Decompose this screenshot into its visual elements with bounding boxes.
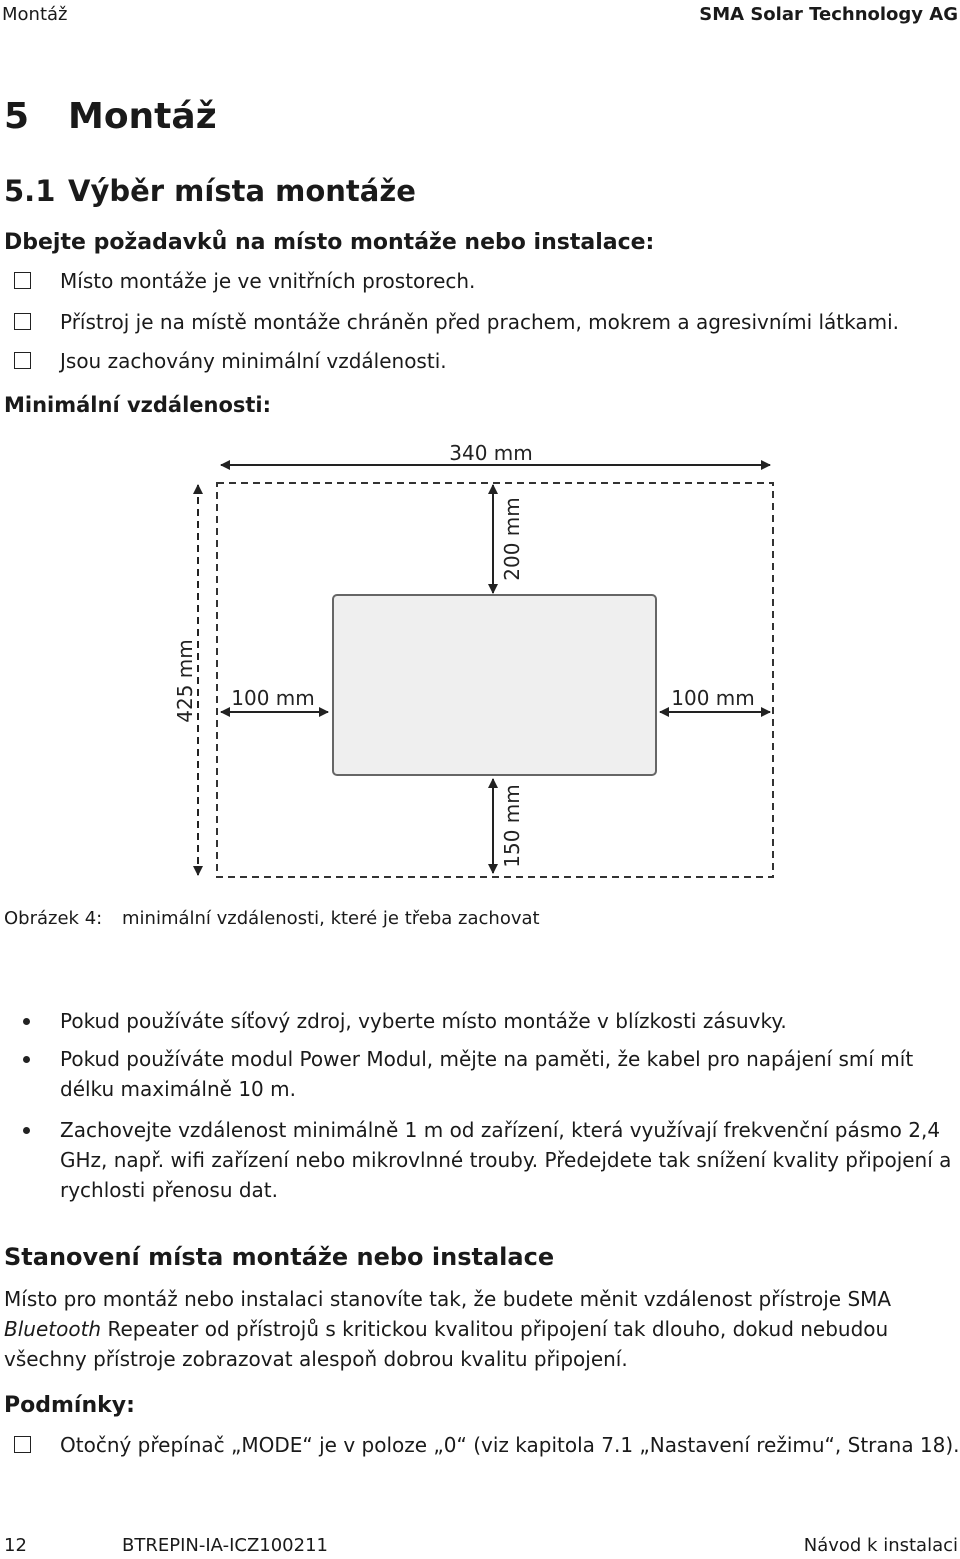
requirement-item: Přístroj je na místě montáže chráněn před prachem, mokrem a agresivními látkami. — [60, 310, 900, 334]
note-item: Pokud používáte síťový zdroj, vyberte místo montáže v blízkosti zásuvky. — [60, 1009, 787, 1033]
checkbox-icon — [14, 272, 31, 289]
placement-text: Místo pro montáž nebo instalaci stanovíte tak, že budete měnit vzdálenost přístroje SMA — [4, 1287, 892, 1311]
document-code: BTREPIN-IA-ICZ100211 — [122, 1535, 328, 1556]
chapter-number: 5 — [4, 96, 30, 137]
checkbox-icon — [14, 1436, 31, 1453]
section-title: Výběr místa montáže — [68, 174, 416, 208]
width-label: 340 mm — [449, 441, 533, 465]
chapter-title: Montáž — [68, 96, 217, 137]
placement-paragraph — [4, 1284, 956, 1374]
note-item: Zachovejte vzdálenost minimálně 1 m od zařízení, která využívají frekvenční pásmo 2,4 GHz, např. wifi zařízení nebo mikrovlnné trouby. Předejdete tak snížení kvality připojení a rychlosti přenosu dat. — [60, 1118, 952, 1202]
right-clearance-label: 100 mm — [671, 686, 755, 710]
placement-text-italic: Bluetooth — [4, 1317, 102, 1341]
checkbox-icon — [14, 352, 31, 369]
bottom-clearance-label: 150 mm — [500, 784, 524, 868]
placement-heading: Stanovení místa montáže nebo instalace — [4, 1243, 555, 1271]
bullet-icon — [23, 1056, 30, 1063]
requirement-item: Jsou zachovány minimální vzdálenosti. — [60, 349, 447, 373]
note-item: Pokud používáte modul Power Modul, mějte na paměti, že kabel pro napájení smí mít délku maximálně 10 m. — [60, 1047, 914, 1101]
figure-caption-label: Obrázek 4: — [4, 908, 103, 929]
top-clearance-label: 200 mm — [500, 497, 524, 581]
running-header-section: Montáž — [2, 4, 68, 25]
running-header-company: SMA Solar Technology AG — [699, 4, 958, 25]
clearance-diagram — [0, 435, 960, 885]
section-number: 5.1 — [4, 174, 56, 208]
left-clearance-label: 100 mm — [231, 686, 315, 710]
placement-text: Repeater od přístrojů s kritickou kvalitou připojení tak dlouho, dokud nebudou všechny přístroje zobrazovat alespoň dobrou kvalitu připojení. — [4, 1317, 889, 1371]
device-body — [333, 595, 656, 775]
conditions-heading: Podmínky: — [4, 1393, 135, 1418]
bullet-icon — [23, 1127, 30, 1134]
requirement-item: Místo montáže je ve vnitřních prostorech. — [60, 269, 476, 293]
page-number: 12 — [4, 1535, 27, 1556]
condition-item: Otočný přepínač „MODE“ je v poloze „0“ (viz kapitola 7.1 „Nastavení režimu“, Strana 18). — [60, 1433, 960, 1457]
height-label: 425 mm — [173, 639, 197, 723]
document-type: Návod k instalaci — [803, 1535, 958, 1556]
bullet-icon — [23, 1018, 30, 1025]
distances-heading: Minimální vzdálenosti: — [4, 393, 272, 417]
figure-caption-text: minimální vzdálenosti, které je třeba zachovat — [122, 908, 540, 929]
requirements-heading: Dbejte požadavků na místo montáže nebo instalace: — [4, 230, 655, 255]
checkbox-icon — [14, 313, 31, 330]
